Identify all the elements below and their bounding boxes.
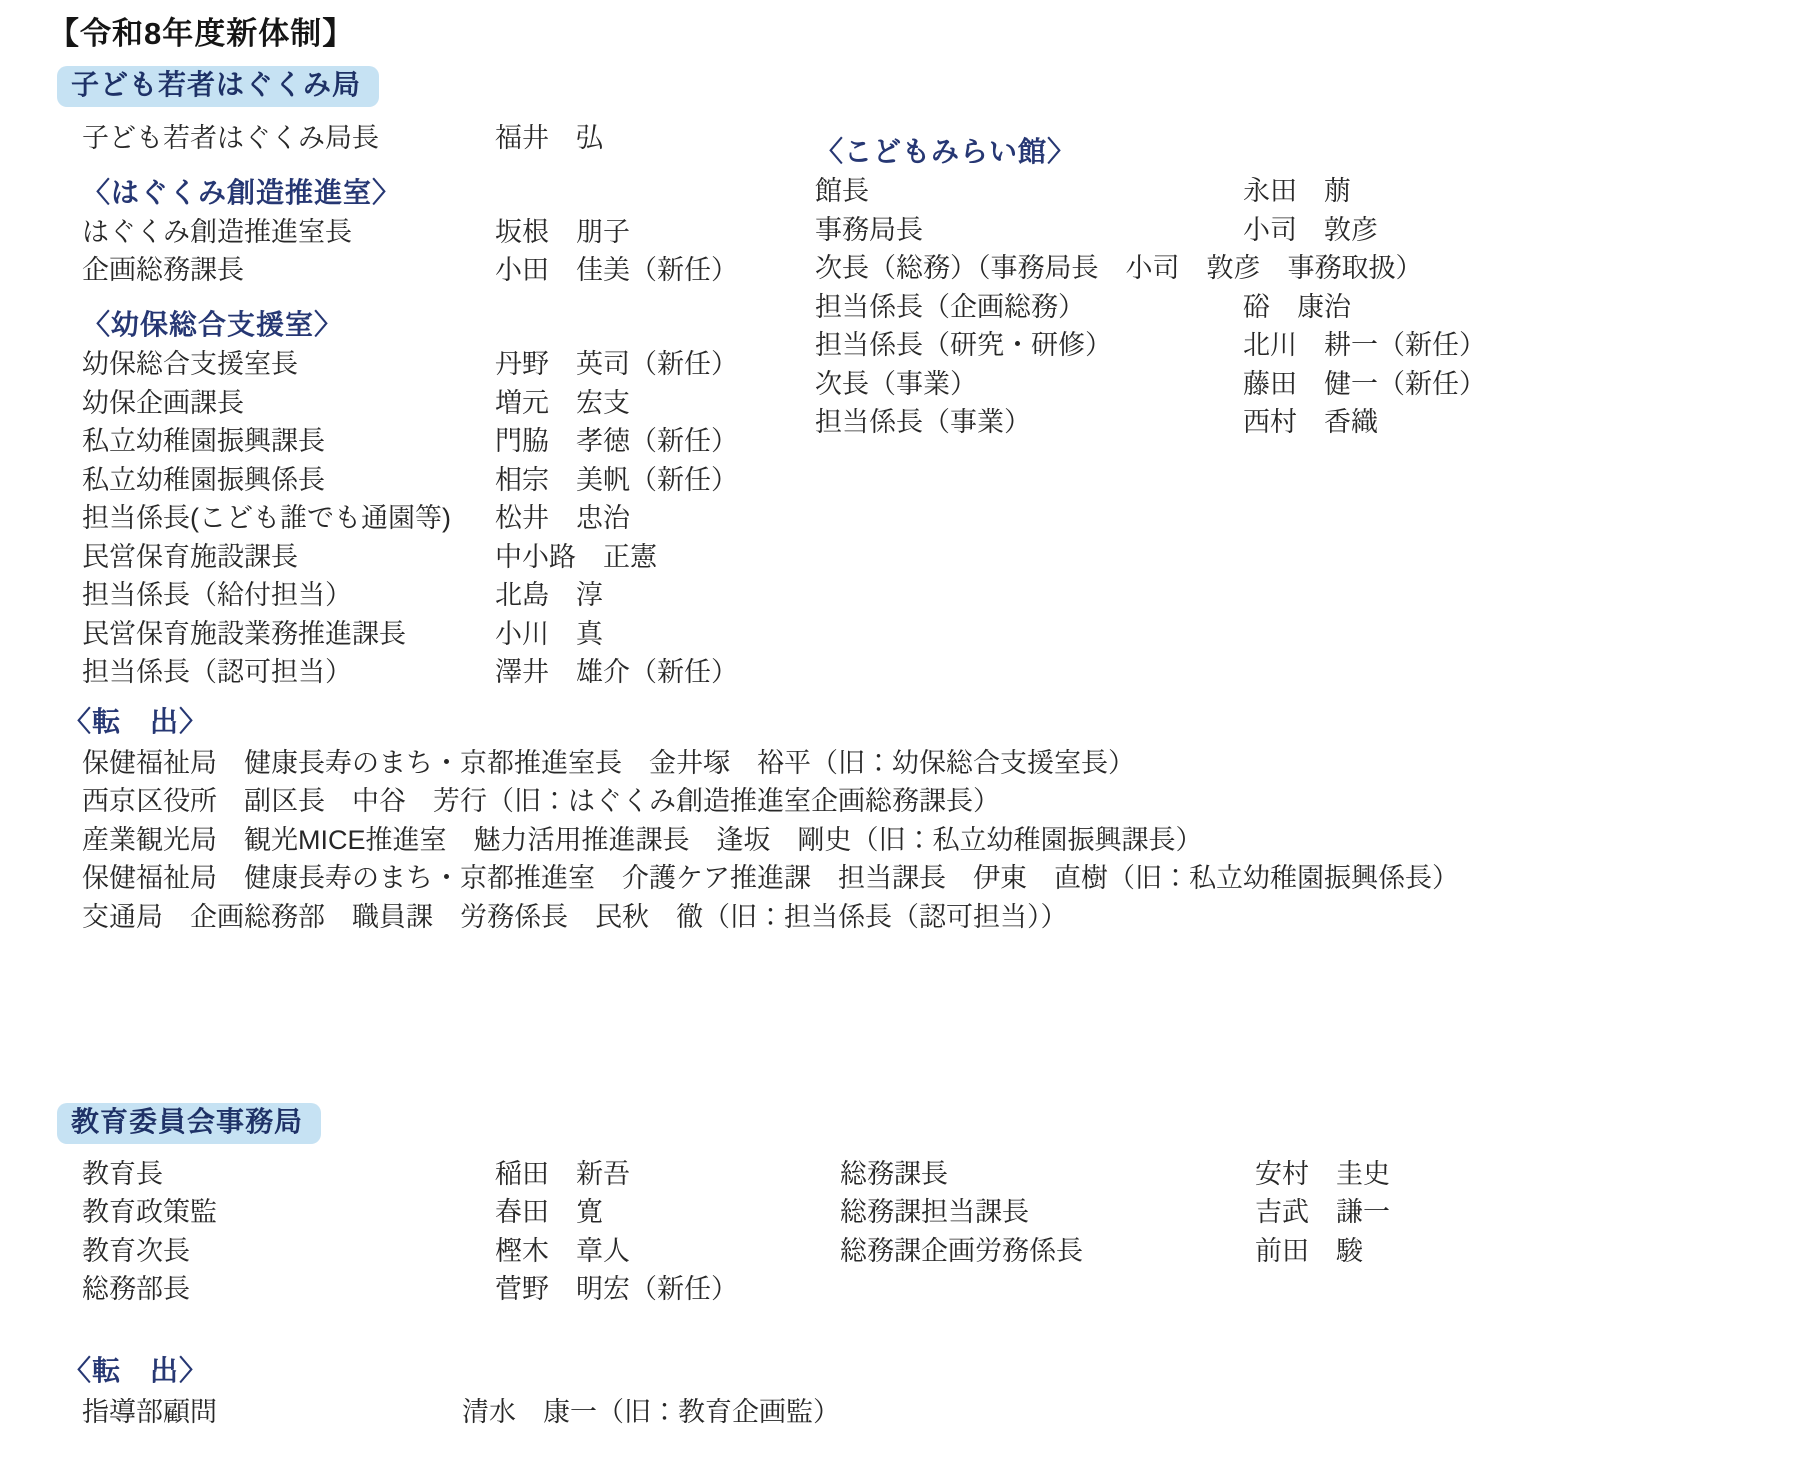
- position-label: はぐくみ創造推進室長: [82, 216, 352, 247]
- transfer-line: [82, 895, 1459, 934]
- subsection-or-line-text: 次長（総務）（事務局長 小司 敦彦 事務取扱）: [815, 253, 1423, 284]
- transfer-line: [82, 857, 1459, 896]
- personnel-entry: [82, 497, 815, 536]
- personnel-entry: [82, 651, 815, 690]
- person-name: 春田 寛: [495, 1197, 603, 1228]
- subsection-or-line-text: 〈こどもみらい館〉: [815, 136, 1077, 168]
- personnel-entry: [82, 1229, 840, 1268]
- person-name: 松井 忠治: [495, 503, 630, 534]
- section-kodomo-columns: [82, 116, 1782, 689]
- person-name: 澤井 雄介（新任）: [495, 657, 738, 688]
- position-label: 担当係長（認可担当）: [82, 657, 352, 688]
- position-label: 担当係長（研究・研修）: [815, 330, 1112, 361]
- person-name: 増元 宏支: [495, 387, 630, 418]
- kodomo-left-column: [82, 116, 815, 689]
- position-label: 次長（事業）: [815, 368, 977, 399]
- personnel-entry: [82, 1390, 840, 1429]
- transfer-line: [82, 780, 1459, 819]
- personnel-entry: [82, 535, 815, 574]
- personnel-entry: [82, 574, 815, 613]
- person-name: 前田 駿: [1255, 1235, 1363, 1266]
- personnel-entry: [82, 1191, 840, 1230]
- personnel-entry: [815, 401, 1775, 440]
- position-label: 民営保育施設業務推進課長: [82, 618, 406, 649]
- person-name: 相宗 美帆（新任）: [495, 464, 738, 495]
- person-name: 丹野 英司（新任）: [495, 349, 738, 380]
- person-name: 硲 康治: [1243, 291, 1351, 322]
- position-label: 教育政策監: [82, 1197, 217, 1228]
- person-name: 清水 康一（旧：教育企画監）: [462, 1396, 840, 1427]
- person-name: 小川 真: [495, 618, 603, 649]
- page-title: 【令和8年度新体制】: [48, 16, 355, 51]
- person-name: 北川 耕一（新任）: [1243, 330, 1486, 361]
- personnel-entry: [815, 208, 1775, 247]
- personnel-entry: [815, 362, 1775, 401]
- position-label: 私立幼稚園振興係長: [82, 464, 325, 495]
- position-label: 指導部顧問: [82, 1396, 217, 1427]
- position-label: 民営保育施設課長: [82, 541, 298, 572]
- personnel-entry: [82, 1268, 840, 1307]
- transfer-out-list-2: [82, 1390, 840, 1429]
- position-label: 担当係長(こども誰でも通園等): [82, 503, 451, 534]
- transfer-line-text: 保健福祉局 健康長寿のまち・京都推進室長 金井塚 裕平（旧：幼保総合支援室長）: [82, 747, 1135, 778]
- transfer-line-text: 産業観光局 観光MICE推進室 魅力活用推進課長 逢坂 剛史（旧：私立幼稚園振興課長）: [82, 824, 1203, 855]
- personnel-entry: [82, 381, 815, 420]
- position-label: 子ども若者はぐくみ局長: [82, 122, 379, 153]
- subsection-or-line-text: 〈はぐくみ創造推進室〉: [82, 176, 402, 208]
- transfer-out-header-1: 〈転 出〉: [63, 706, 209, 737]
- personnel-entry: [82, 612, 815, 651]
- personnel-entry: [82, 210, 815, 249]
- personnel-entry: [82, 249, 815, 288]
- kyoiku-left-column: [82, 1152, 840, 1306]
- person-name: 福井 弘: [495, 122, 603, 153]
- person-name: 小司 敦彦: [1243, 214, 1378, 245]
- position-label: 教育長: [82, 1158, 163, 1189]
- position-label: 担当係長（事業）: [815, 407, 1031, 438]
- person-name: 吉武 謙一: [1255, 1197, 1390, 1228]
- transfer-line-text: 保健福祉局 健康長寿のまち・京都推進室 介護ケア推進課 担当課長 伊東 直樹（旧：私立幼稚園振興係長）: [82, 863, 1459, 894]
- person-name: 中小路 正憲: [495, 541, 657, 572]
- personnel-entry: [815, 324, 1775, 363]
- position-label: 担当係長（給付担当）: [82, 580, 352, 611]
- personnel-entry: [82, 458, 815, 497]
- position-label: 幼保企画課長: [82, 387, 244, 418]
- person-name: 樫木 章人: [495, 1235, 630, 1266]
- subsection-or-line-text: 〈幼保総合支援室〉: [82, 309, 344, 341]
- transfer-out-header-2: 〈転 出〉: [63, 1355, 209, 1386]
- position-label: 総務課企画労務係長: [840, 1235, 1083, 1266]
- personnel-entry: [82, 1152, 840, 1191]
- bureau-badge-kodomo-wakamono: 子ども若者はぐくみ局: [57, 66, 379, 107]
- position-label: 教育次長: [82, 1235, 190, 1266]
- person-name: 永田 萠: [1243, 176, 1351, 207]
- position-label: 企画総務課長: [82, 255, 244, 286]
- position-label: 担当係長（企画総務）: [815, 291, 1085, 322]
- transfer-out-list-1: [82, 741, 1459, 934]
- transfer-line-text: 西京区役所 副区長 中谷 芳行（旧：はぐくみ創造推進室企画総務課長）: [82, 786, 1000, 817]
- personnel-entry: [82, 420, 815, 459]
- kodomo-right-column: [815, 114, 1775, 439]
- transfer-line-text: 交通局 企画総務部 職員課 労務係長 民秋 徹（旧：担当係長（認可担当））: [82, 901, 1068, 932]
- person-name: 稲田 新吾: [495, 1158, 630, 1189]
- personnel-entry: [840, 1152, 1740, 1191]
- person-name: 菅野 明宏（新任）: [495, 1274, 738, 1305]
- personnel-entry: [815, 285, 1775, 324]
- position-label: 幼保総合支援室長: [82, 349, 298, 380]
- personnel-entry: [82, 116, 815, 155]
- person-name: 門脇 孝徳（新任）: [495, 426, 738, 457]
- person-name: 北島 淳: [495, 580, 603, 611]
- person-name: 小田 佳美（新任）: [495, 255, 738, 286]
- personnel-entry: [815, 131, 1775, 170]
- person-name: 藤田 健一（新任）: [1243, 368, 1486, 399]
- position-label: 事務局長: [815, 214, 923, 245]
- position-label: 総務課長: [840, 1158, 948, 1189]
- person-name: 西村 香織: [1243, 407, 1378, 438]
- position-label: 総務部長: [82, 1274, 190, 1305]
- personnel-entry: [840, 1191, 1740, 1230]
- personnel-entry: [815, 170, 1775, 209]
- transfer-line: [82, 818, 1459, 857]
- section-kyoiku-columns: [82, 1152, 1782, 1306]
- personnel-entry: [82, 304, 815, 343]
- kyoiku-right-column: [840, 1152, 1740, 1268]
- personnel-entry: [82, 172, 815, 211]
- person-name: 安村 圭史: [1255, 1158, 1390, 1189]
- position-label: 総務課担当課長: [840, 1197, 1029, 1228]
- transfer-line: [82, 741, 1459, 780]
- position-label: 私立幼稚園振興課長: [82, 426, 325, 457]
- position-label: 館長: [815, 176, 869, 207]
- personnel-entry: [840, 1229, 1740, 1268]
- person-name: 坂根 朋子: [495, 216, 630, 247]
- bureau-badge-kyoiku-iinkai: 教育委員会事務局: [57, 1103, 321, 1144]
- personnel-entry: [815, 247, 1775, 286]
- personnel-entry: [82, 343, 815, 382]
